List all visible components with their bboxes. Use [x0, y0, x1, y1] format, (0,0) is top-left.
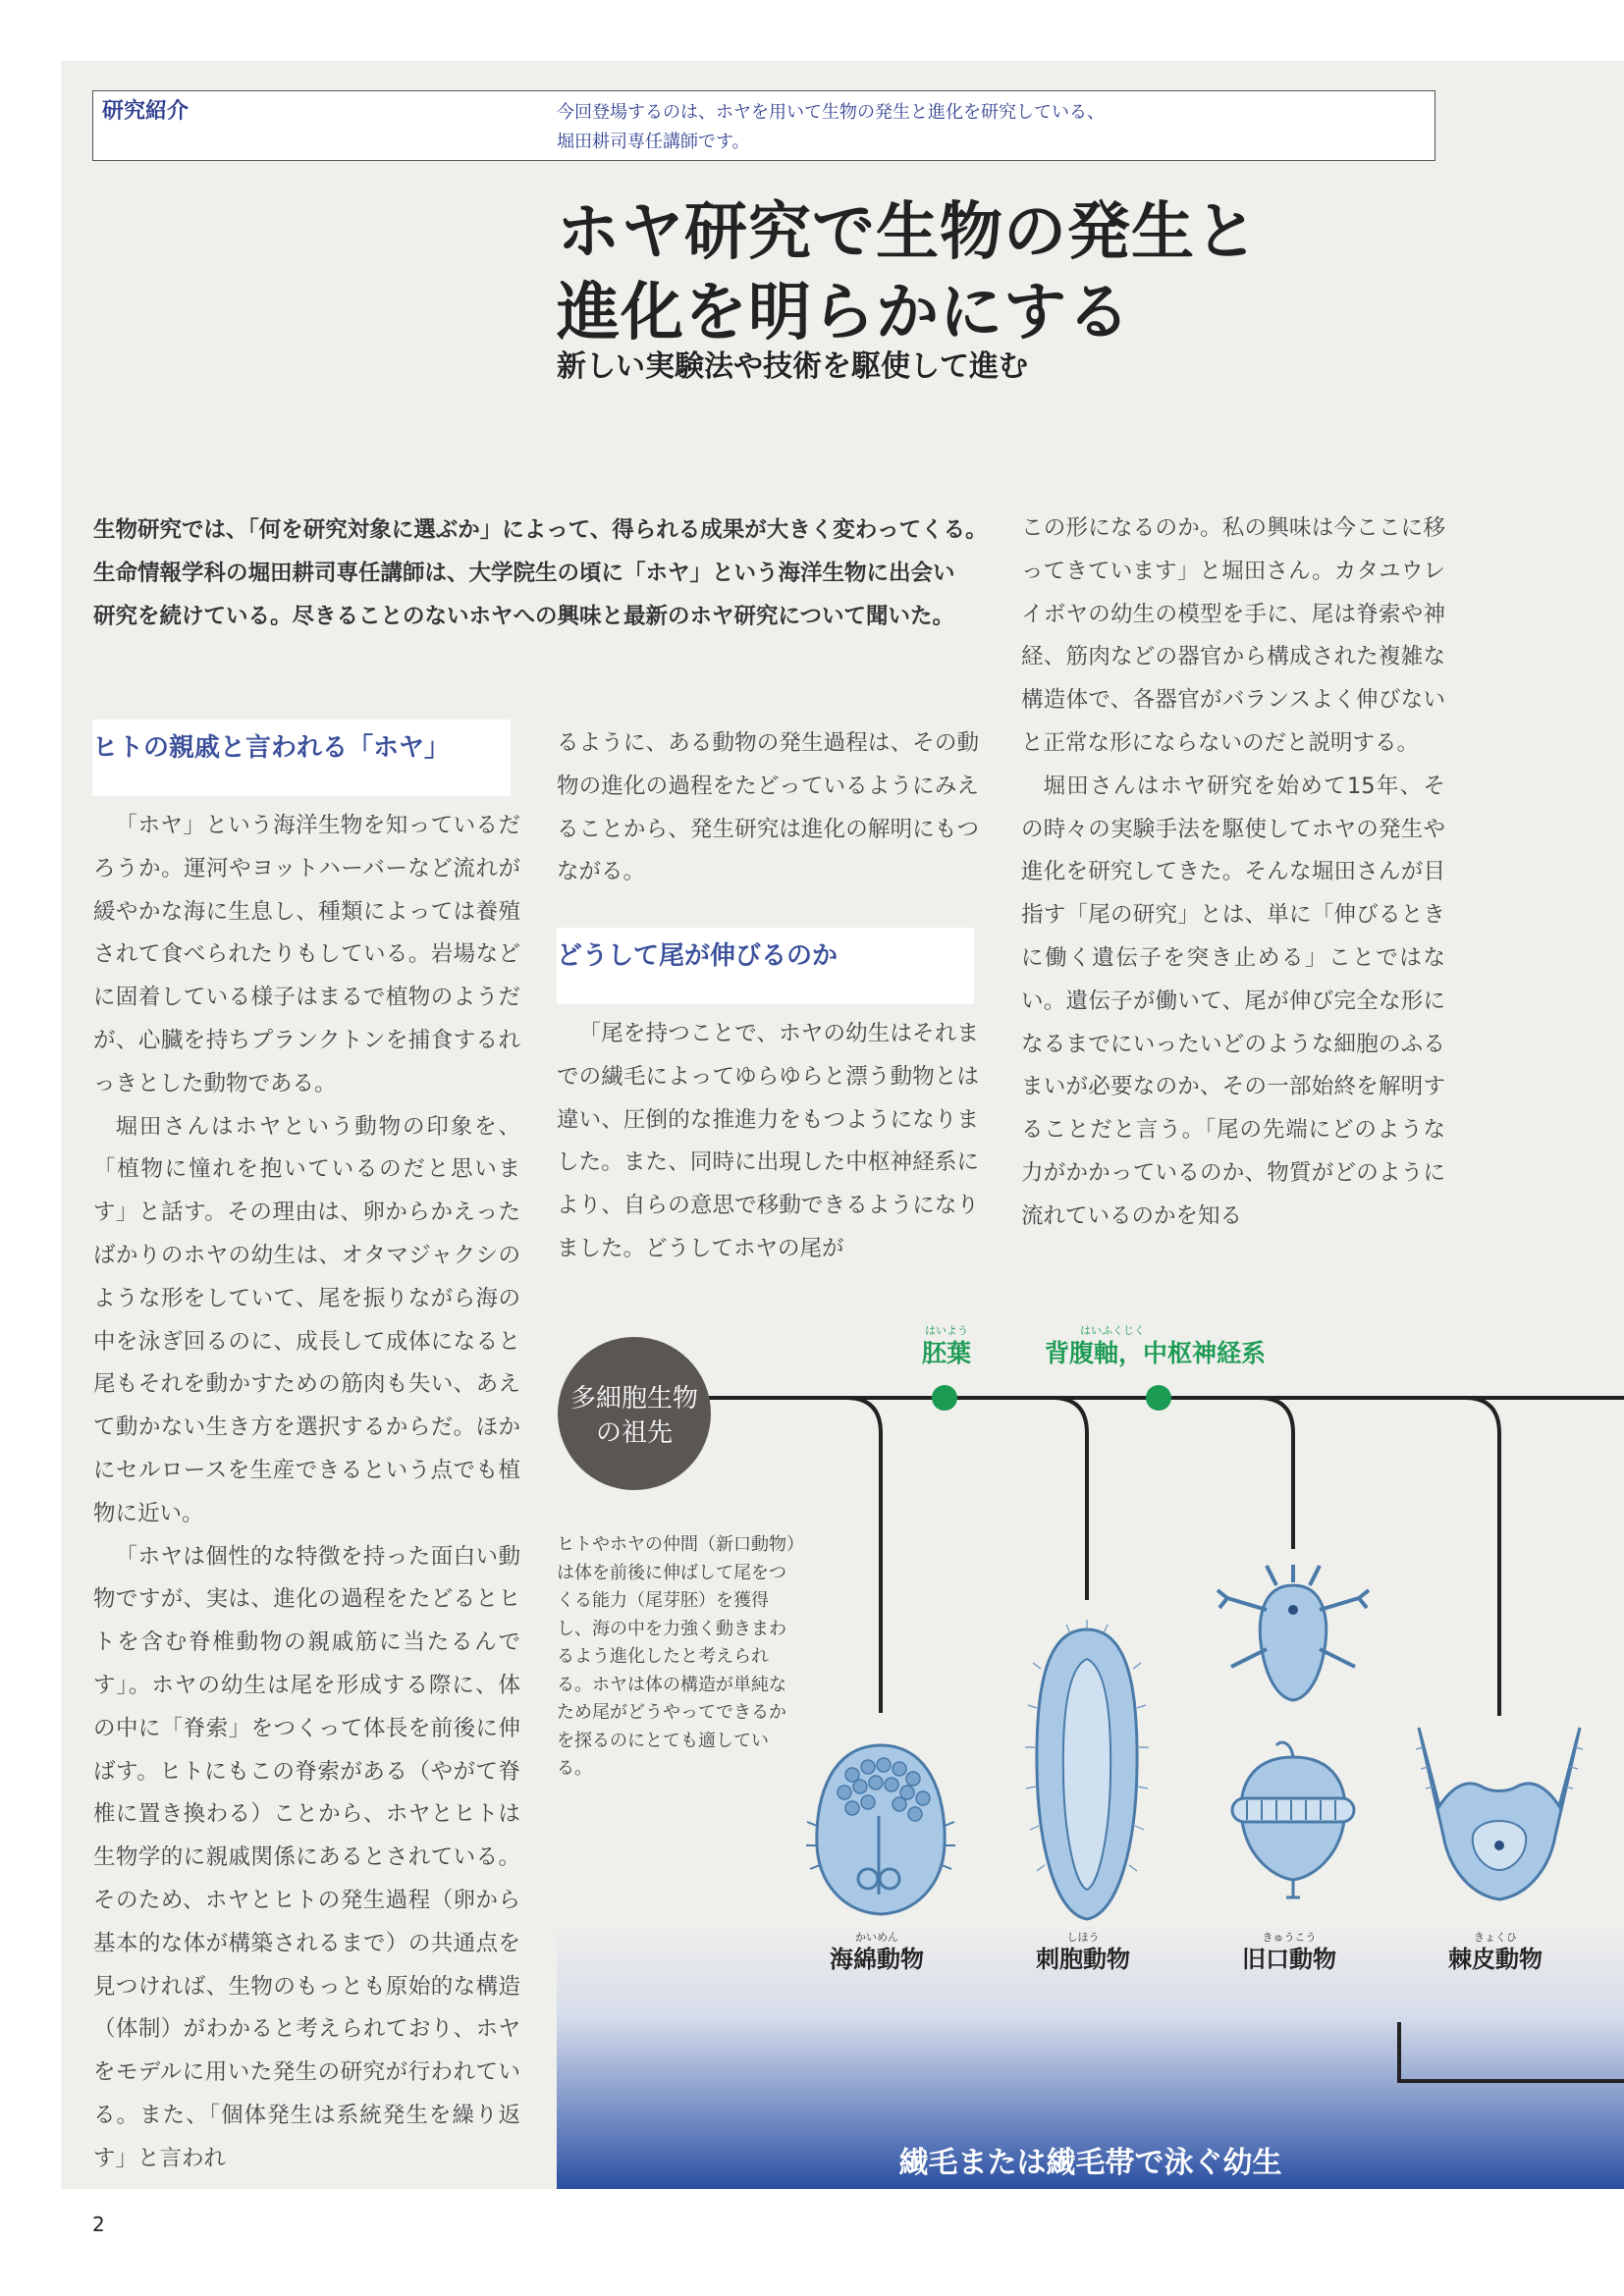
branch-protostomia — [1259, 1398, 1293, 1549]
title-line: 進化を明らかにする — [557, 277, 1131, 349]
body-paragraph: るように、ある動物の発生過程は、その動物の進化の過程をたどっているようにみえることから、発生研究は進化の解明にもつながる。 — [557, 730, 979, 885]
ancestor-label: 多細胞生物 — [569, 1384, 699, 1414]
branch-cnidaria — [1053, 1398, 1087, 1600]
subtitle: 新しい実験法や技術を駆使して進む — [557, 349, 1028, 384]
body-paragraph: 「尾を持つことで、ホヤの幼生はそれまでの繊毛によってゆらゆらと漂う動物とは違い、圧倒的な推進力をもつようになりました。また、同時に出現した中枢神経系により、自らの意思で移動できるようになりました。どうしてホヤの尾が — [557, 1021, 979, 1261]
title-line: ホヤ研究で生物の発生と — [557, 196, 1259, 269]
header-intro-line: 堀田耕司専任講師です。 — [557, 132, 750, 152]
header-intro-line: 今回登場するのは、ホヤを用いて生物の発生と進化を研究している、 — [557, 102, 1105, 123]
lead-line: 研究を続けている。尽きることのないホヤへの興味と最新のホヤ研究について聞いた。 — [93, 604, 955, 629]
body-paragraph: 堀田さんはホヤ研究を始めて15年、その時々の実験手法を駆使してホヤの発生や進化を研究してきた。そんな堀田さんが目指す「尾の研究」とは、単に「伸びるときに働く遺伝子を突き止める」ことではない。遺伝子が働いて、尾が伸び完全な形になるまでにいったいどのような細胞のふるまいが必要なのか、その一部始終を解明することだと言う。「尾の先端にどのような力がかかっているのか、物質がどのように流れているのかを知る — [1021, 773, 1445, 1229]
body-paragraph: この形になるのか。私の興味は今ここに移ってきています」と堀田さん。カタユウレイボヤの幼生の模型を手に、尾は脊索や神経、筋肉などの器官から構成された複雑な構造体で、各器官がバランスよく伸びないと正常な形にならないのだと説明する。 — [1021, 515, 1445, 756]
animal-label-protostomia: 旧口動物 — [1242, 1946, 1336, 1973]
lead-line: 生命情報学科の堀田耕司専任講師は、大学院生の頃に「ホヤ」という海洋生物に出会い — [93, 561, 955, 586]
section-heading-relative: ヒトの親戚と言われる「ホヤ」 — [92, 720, 511, 796]
milestone-label: 胚葉 — [921, 1339, 972, 1367]
animal-label-cnidaria: 刺胞動物 — [1036, 1946, 1130, 1973]
milestone-dot-axis — [1146, 1385, 1171, 1411]
ancestor-circle — [558, 1337, 711, 1490]
animal-label-echinodermata: 棘皮動物 — [1448, 1946, 1543, 1973]
echinoderm-larva-illustration — [1416, 1728, 1583, 1899]
body-paragraph: 堀田さんはホヤという動物の印象を、「植物に憧れを抱いているのだと思います」と話す。その理由は、卵からかえったばかりのホヤの幼生は、オタマジャクシのような形をしていて、尾を振りながら海の中を泳ぎ回るのに、成長して成体になると尾もそれを動かすための筋肉も失い、あえて動かない生き方を選択するからだ。ほかにセルロースを生産できるという点でも植物に近い。 — [93, 1113, 520, 1526]
animal-ruby: きょくひ — [1474, 1931, 1517, 1944]
milestone-ruby: はいよう — [925, 1324, 968, 1337]
animal-ruby: きゅうこう — [1262, 1931, 1317, 1944]
milestone-ruby: はいふくじく — [1080, 1324, 1145, 1337]
animal-label-porifera: 海綿動物 — [830, 1946, 924, 1973]
section-heading-tail: どうして尾が伸びるのか — [557, 928, 974, 1004]
milestone-dot-germ-layer — [932, 1385, 957, 1411]
milestone-label: 背腹軸，中枢神経系 — [1045, 1339, 1267, 1367]
body-paragraph: 「ホヤ」という海洋生物を知っているだろうか。運河やヨットハーバーなど流れが緩やかな海に生息し、種類によっては養殖されて食べられたりもしている。岩場などに固着している様子はまるで植物のようだが、心臓を持ちプランクトンを捕食するれっきとした動物である。 — [93, 813, 520, 1096]
body-paragraph: 「ホヤは個性的な特徴を持った面白い動物ですが、実は、進化の過程をたどるとヒトを含む脊椎動物の親戚筋に当たるんです」。ホヤの幼生は尾を形成する際に、体の中に「脊索」をつくって体長を前後に伸ばす。ヒトにもこの脊索がある（やがて脊椎に置き換わる）ことから、ホヤとヒトは生物学的に親戚関係にあるとされている。そのため、ホヤとヒトの発生過程（卵から基本的な体が構築されるまで）の共通点を見つければ、生物のもっとも原始的な構造（体制）がわかると考えられており、ホヤをモデルに用いた発生の研究が行われている。また、「個体発生は系統発生を繰り返す」と言われ — [93, 1543, 520, 2171]
larva-band-label: 繊毛または繊毛帯で泳ぐ幼生 — [898, 2146, 1282, 2180]
diagram-caption: ヒトやホヤの仲間（新口動物）は体を前後に伸ばして尾をつくる能力（尾芽胚）を獲得し、海の中を力強く動きまわるよう進化したと考えられる。ホヤは体の構造が単純なため尾がどうやってできるかを探るのにとても適している。 — [557, 1534, 795, 1779]
ancestor-label: の祖先 — [595, 1418, 674, 1448]
cnidaria-larva-illustration — [1025, 1620, 1149, 1919]
branch-echinodermata — [1465, 1398, 1499, 1716]
lead-line: 生物研究では、「何を研究対象に選ぶか」によって、得られる成果が大きく変わってくる。 — [93, 517, 988, 543]
protostome-larva-illustration — [1218, 1565, 1369, 1897]
animal-ruby: しほう — [1066, 1931, 1100, 1944]
animal-ruby: かいめん — [855, 1931, 898, 1944]
section-label: 研究紹介 — [102, 99, 189, 124]
branch-porifera — [846, 1398, 881, 1713]
sponge-larva-illustration — [806, 1745, 955, 1914]
page-number: 2 — [92, 2213, 105, 2236]
